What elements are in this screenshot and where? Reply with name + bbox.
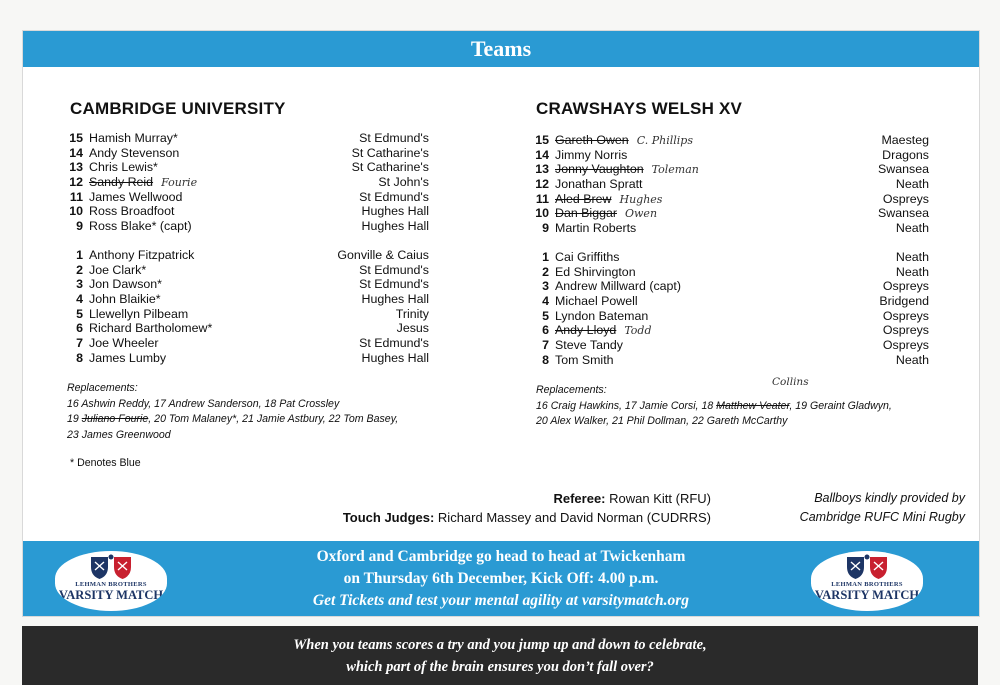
- player-row: [533, 221, 929, 236]
- right-replacements: [536, 376, 936, 430]
- right-replacements-line-1: 16 Craig Hawkins, 17 Jamie Corsi, 18 Matthew Veater, 19 Geraint Gladwyn,: [536, 399, 892, 412]
- player-name: Joe Wheeler: [89, 335, 159, 350]
- player-name: Andy Lloyd: [555, 323, 617, 338]
- player-club: St Catharine's: [351, 145, 429, 160]
- player-name-cell: [555, 294, 638, 309]
- player-name: Martin Roberts: [555, 221, 637, 236]
- handwritten-substitute: Toleman: [651, 163, 699, 177]
- player-row: [533, 133, 929, 148]
- player-name: Gareth Owen: [555, 133, 629, 147]
- left-team-backs: [67, 131, 429, 234]
- player-name-cell: [89, 277, 162, 292]
- player-number: 10: [69, 204, 83, 219]
- player-name-cell: [555, 250, 620, 265]
- player-name-cell: [555, 162, 699, 178]
- player-club: Hughes Hall: [361, 291, 429, 306]
- question-band: [22, 626, 978, 685]
- player-name: Ross Blake* (capt): [89, 219, 192, 234]
- player-number: 3: [76, 277, 83, 292]
- promo-line-2: on Thursday 6th December, Kick Off: 4.00 p.m.: [343, 570, 659, 587]
- player-club: Neath: [895, 264, 929, 279]
- player-number: 7: [76, 335, 83, 350]
- player-name: Joe Clark*: [89, 262, 147, 277]
- page-title: Teams: [470, 36, 532, 61]
- player-club: St Edmund's: [359, 335, 429, 350]
- left-replacements-line-1: 16 Ashwin Reddy, 17 Andrew Sanderson, 18 Pat Crossley: [67, 397, 340, 410]
- player-name-cell: [555, 177, 643, 192]
- referee-value: Rowan Kitt (RFU): [609, 491, 711, 506]
- left-replacements-line-3: 23 James Greenwood: [67, 428, 171, 441]
- left-team-roster: [67, 131, 429, 365]
- player-name-cell: [89, 351, 166, 366]
- player-name-cell: [89, 321, 212, 336]
- ballboys-credit: [745, 489, 965, 527]
- player-club: Gonville & Caius: [337, 247, 429, 262]
- player-club: Hughes Hall: [361, 204, 429, 219]
- player-name: Andrew Millward (capt): [555, 279, 682, 294]
- promo-line-3: Get Tickets and test your mental agility at varsitymatch.org: [312, 592, 690, 609]
- logo-sponsor: LEHMAN BROTHERS: [75, 581, 147, 588]
- right-replacements-title: Replacements:: [536, 384, 607, 396]
- player-number: 5: [542, 308, 549, 323]
- player-row: [533, 338, 929, 353]
- player-number: 6: [542, 323, 549, 338]
- player-row: [533, 162, 929, 177]
- player-number: 13: [535, 162, 549, 177]
- shields-crest-icon: [87, 554, 135, 580]
- player-club: Ospreys: [882, 191, 929, 206]
- player-name-cell: [89, 263, 146, 278]
- player-name-cell: [89, 336, 159, 351]
- player-number: 4: [76, 291, 83, 306]
- touch-judges-value: Richard Massey and David Norman (CUDRRS): [437, 510, 711, 525]
- player-name: Tom Smith: [555, 352, 614, 367]
- player-club: St Edmund's: [359, 131, 429, 145]
- player-row: [67, 321, 429, 336]
- player-row: [67, 248, 429, 263]
- player-row: [533, 192, 929, 207]
- player-row: [533, 206, 929, 221]
- player-name-cell: [89, 160, 158, 175]
- player-number: 3: [542, 279, 549, 294]
- player-name: Ross Broadfoot: [89, 204, 175, 219]
- handwritten-substitute: C. Phillips: [636, 134, 693, 147]
- varsity-match-logo-right: [811, 551, 923, 611]
- player-club: Ospreys: [882, 337, 929, 352]
- player-name: Richard Bartholomew*: [89, 321, 213, 336]
- player-row: [67, 351, 429, 366]
- player-number: 10: [535, 206, 549, 221]
- player-row: [67, 263, 429, 278]
- player-row: [67, 131, 429, 146]
- player-row: [67, 292, 429, 307]
- player-number: 15: [69, 131, 83, 145]
- player-name: John Blaikie*: [89, 291, 161, 306]
- player-name-cell: [555, 353, 614, 368]
- struck-replacement: Matthew Veater: [716, 399, 790, 412]
- ballboys-line-1: Ballboys kindly provided by: [814, 491, 965, 505]
- player-row: [67, 336, 429, 351]
- player-name: Andy Stevenson: [89, 145, 180, 160]
- player-club: St Edmund's: [359, 189, 429, 204]
- player-name-cell: [555, 148, 627, 163]
- player-name: Cai Griffiths: [555, 249, 620, 264]
- player-row: [533, 265, 929, 280]
- player-row: [67, 146, 429, 161]
- player-row: [533, 148, 929, 163]
- player-number: 2: [76, 262, 83, 277]
- touch-judges-label: Touch Judges:: [342, 510, 435, 525]
- player-club: Jesus: [396, 321, 429, 336]
- player-number: 5: [76, 306, 83, 321]
- player-name-cell: [89, 248, 194, 263]
- left-team-forwards: [67, 248, 429, 366]
- player-number: 12: [535, 177, 549, 192]
- player-name-cell: [555, 309, 648, 324]
- handwritten-substitute: Hughes: [619, 192, 663, 206]
- player-name-cell: [555, 206, 657, 222]
- promo-line-1: Oxford and Cambridge go head to head at Twickenham: [316, 548, 686, 565]
- referee-row: [343, 489, 711, 508]
- player-name: Jimmy Norris: [555, 147, 628, 162]
- player-name: Aled Brew: [555, 191, 612, 206]
- player-number: 9: [542, 221, 549, 236]
- player-name: Anthony Fitzpatrick: [89, 247, 195, 262]
- player-name: Lyndon Bateman: [555, 308, 649, 323]
- programme-page: [22, 30, 980, 617]
- player-club: Hughes Hall: [361, 219, 429, 234]
- player-number: 11: [535, 191, 549, 206]
- player-club: Dragons: [882, 147, 929, 162]
- player-number: 4: [542, 293, 549, 308]
- player-club: Hughes Hall: [361, 350, 429, 365]
- player-number: 11: [69, 189, 83, 204]
- question-line-1: When you teams scores a try and you jump up and down to celebrate,: [293, 637, 707, 653]
- player-row: [533, 294, 929, 309]
- player-club: St John's: [378, 175, 429, 190]
- player-club: Bridgend: [879, 293, 929, 308]
- struck-replacement: Juliano Fourie: [81, 413, 149, 425]
- player-club: St Edmund's: [359, 262, 429, 277]
- player-name-cell: [89, 307, 188, 322]
- player-club: Swansea: [878, 162, 929, 177]
- referee-label: Referee:: [553, 491, 606, 506]
- player-number: 14: [535, 147, 549, 162]
- player-number: 13: [69, 160, 83, 175]
- player-name: Jonathan Spratt: [555, 177, 643, 192]
- player-name-cell: [89, 190, 182, 205]
- handwritten-substitute: Fourie: [161, 176, 198, 190]
- player-number: 6: [76, 321, 83, 336]
- teams-header-band: [23, 31, 979, 67]
- player-club: St Edmund's: [359, 277, 429, 292]
- handwritten-replacement-note: Collins: [772, 376, 809, 388]
- player-club: Ospreys: [882, 323, 929, 338]
- right-replacements-line-2: 20 Alex Walker, 21 Phil Dollman, 22 Gareth McCarthy: [536, 415, 788, 427]
- player-number: 1: [542, 249, 549, 264]
- player-club: Ospreys: [882, 279, 929, 294]
- player-name: Ed Shirvington: [555, 264, 636, 279]
- player-club: Trinity: [395, 306, 429, 321]
- player-club: St Catharine's: [351, 160, 429, 175]
- player-club: Maesteg: [881, 133, 929, 147]
- right-team-backs: [533, 133, 929, 236]
- player-name-cell: [555, 279, 681, 294]
- player-row: [533, 250, 929, 265]
- player-club: Neath: [895, 221, 929, 236]
- player-number: 8: [76, 350, 83, 365]
- player-name-cell: [555, 133, 693, 149]
- player-name: Jonny Vaughton: [555, 162, 644, 177]
- touch-judges-row: [343, 508, 711, 527]
- player-number: 12: [69, 175, 83, 190]
- player-row: [67, 190, 429, 205]
- player-name-cell: [89, 131, 178, 146]
- right-team-forwards: [533, 250, 929, 368]
- player-row: [67, 175, 429, 190]
- left-replacements-line-2: 19 Juliano Fourie, 20 Tom Malaney*, 21 Jamie Astbury, 22 Tom Basey,: [67, 413, 399, 425]
- player-row: [67, 277, 429, 292]
- varsity-match-logo-left: [55, 551, 167, 611]
- player-name: Michael Powell: [555, 293, 638, 308]
- player-row: [533, 353, 929, 368]
- player-name: Jon Dawson*: [89, 277, 163, 292]
- blue-footnote: * Denotes Blue: [70, 457, 141, 469]
- player-name-cell: [89, 292, 161, 307]
- player-number: 2: [542, 264, 549, 279]
- player-row: [67, 219, 429, 234]
- player-name: Hamish Murray*: [89, 131, 178, 145]
- player-name-cell: [555, 221, 636, 236]
- player-name: Chris Lewis*: [89, 160, 158, 175]
- player-number: 8: [542, 352, 549, 367]
- player-row: [67, 204, 429, 219]
- player-name-cell: [555, 323, 652, 339]
- player-name: Steve Tandy: [555, 337, 623, 352]
- left-replacements-title: Replacements:: [67, 382, 138, 394]
- player-name-cell: [555, 265, 636, 280]
- left-team-name: CAMBRIDGE UNIVERSITY: [70, 99, 286, 118]
- question-line-2: which part of the brain ensures you don’t fall over?: [346, 659, 654, 675]
- player-name-cell: [89, 175, 197, 191]
- ballboys-line-2: Cambridge RUFC Mini Rugby: [799, 510, 965, 524]
- player-name: Dan Biggar: [555, 206, 617, 221]
- player-name-cell: [89, 219, 192, 234]
- player-number: 9: [76, 219, 83, 234]
- player-number: 1: [76, 247, 83, 262]
- player-club: Ospreys: [882, 308, 929, 323]
- left-replacements: [67, 381, 467, 443]
- player-row: [533, 323, 929, 338]
- player-name-cell: [89, 146, 179, 161]
- player-name: James Wellwood: [89, 189, 183, 204]
- logo-title: VARSITY MATCH: [814, 588, 920, 602]
- shields-crest-icon: [843, 554, 891, 580]
- player-name-cell: [555, 192, 662, 208]
- player-name-cell: [89, 204, 174, 219]
- right-team-name: CRAWSHAYS WELSH XV: [536, 99, 743, 118]
- logo-sponsor: LEHMAN BROTHERS: [831, 581, 903, 588]
- player-row: [533, 279, 929, 294]
- player-club: Neath: [895, 177, 929, 192]
- player-name: Sandy Reid: [89, 175, 154, 190]
- handwritten-substitute: Owen: [625, 207, 658, 221]
- player-row: [533, 309, 929, 324]
- match-officials: [343, 489, 711, 527]
- player-name: James Lumby: [89, 350, 167, 365]
- player-number: 7: [542, 337, 549, 352]
- player-number: 14: [69, 145, 83, 160]
- player-club: Neath: [895, 352, 929, 367]
- player-name: Llewellyn Pilbeam: [89, 306, 189, 321]
- handwritten-substitute: Todd: [624, 324, 652, 338]
- player-name-cell: [555, 338, 623, 353]
- right-team-roster: [533, 133, 929, 367]
- player-row: [67, 160, 429, 175]
- player-number: 15: [535, 133, 549, 147]
- player-row: [533, 177, 929, 192]
- player-club: Neath: [895, 249, 929, 264]
- player-club: Swansea: [878, 206, 929, 221]
- player-row: [67, 307, 429, 322]
- logo-title: VARSITY MATCH: [58, 588, 164, 602]
